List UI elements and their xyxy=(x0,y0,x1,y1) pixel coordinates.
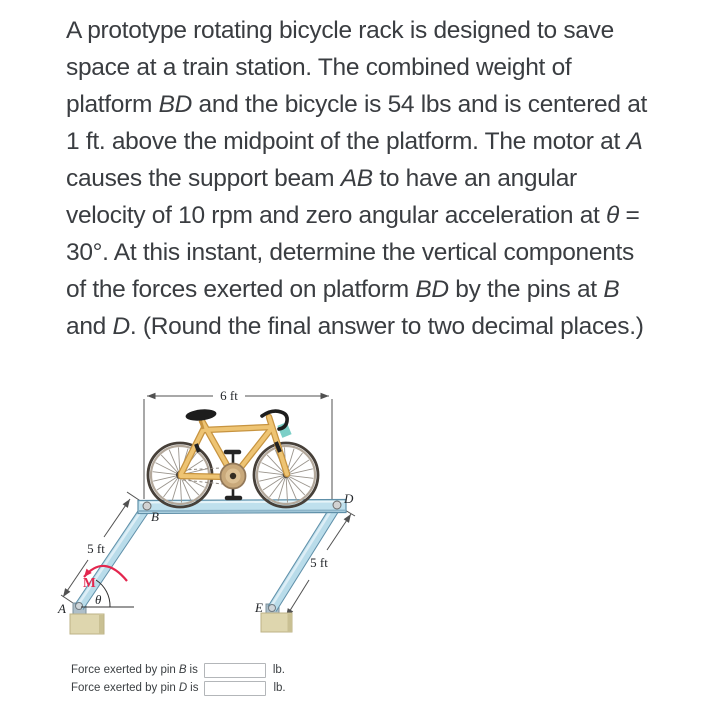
answer-prefix-b: Force exerted by pin xyxy=(71,664,176,676)
label-a: A xyxy=(58,601,66,616)
figure-bicycle-rack xyxy=(55,385,365,645)
dim-5ft-right-label: 5 ft xyxy=(310,555,328,570)
problem-statement xyxy=(66,12,647,345)
bicycle xyxy=(148,408,318,507)
label-d: D xyxy=(344,491,354,506)
pin-b xyxy=(143,502,151,510)
problem-line: causes the support beam AB to have an angular xyxy=(66,165,577,192)
problem-line: and D. (Round the final answer to two decimal places.) xyxy=(66,313,644,340)
problem-line: of the forces exerted on platform BD by the pins at B xyxy=(66,276,620,303)
answer-row-d xyxy=(71,679,286,697)
answer-prefix-d: Force exerted by pin xyxy=(71,682,176,694)
label-b: B xyxy=(151,509,159,524)
answer-suffix-b: is xyxy=(189,664,198,676)
problem-line: 1 ft. above the midpoint of the platform. The motor at A xyxy=(66,128,643,155)
dimension-5ft-left xyxy=(61,492,145,607)
problem-line: A prototype rotating bicycle rack is designed to save xyxy=(66,17,614,44)
dimension-5ft-right xyxy=(273,506,355,621)
answer-row-b xyxy=(71,661,286,679)
label-m: M xyxy=(83,575,96,590)
answer-input-d[interactable] xyxy=(204,681,266,696)
label-theta: θ xyxy=(95,592,102,607)
pin-e xyxy=(269,605,276,612)
problem-line: space at a train station. The combined weight of xyxy=(66,54,572,81)
bicycle-derailleur xyxy=(196,444,199,452)
problem-line: platform BD and the bicycle is 54 lbs and is centered at xyxy=(66,91,648,118)
support-base-a xyxy=(70,603,104,634)
answer-pin-letter-b: B xyxy=(178,664,187,676)
problem-line: 30°. At this instant, determine the vertical components xyxy=(66,239,634,266)
pin-d xyxy=(333,501,341,509)
bicycle-chainwheel xyxy=(221,464,246,489)
answer-suffix-d: is xyxy=(190,682,199,694)
dim-5ft-left-label: 5 ft xyxy=(87,541,105,556)
answer-pin-letter-d: D xyxy=(178,682,188,694)
answer-section xyxy=(71,661,286,697)
label-e: E xyxy=(255,600,263,615)
unit-label-d: lb. xyxy=(273,682,286,694)
pin-a xyxy=(76,603,83,610)
bicycle-seat xyxy=(185,408,217,429)
dim-6ft-label: 6 ft xyxy=(220,388,238,403)
answer-input-b[interactable] xyxy=(204,663,266,678)
problem-line: velocity of 10 rpm and zero angular acceleration at θ = xyxy=(66,202,640,229)
unit-label-b: lb. xyxy=(272,664,285,676)
